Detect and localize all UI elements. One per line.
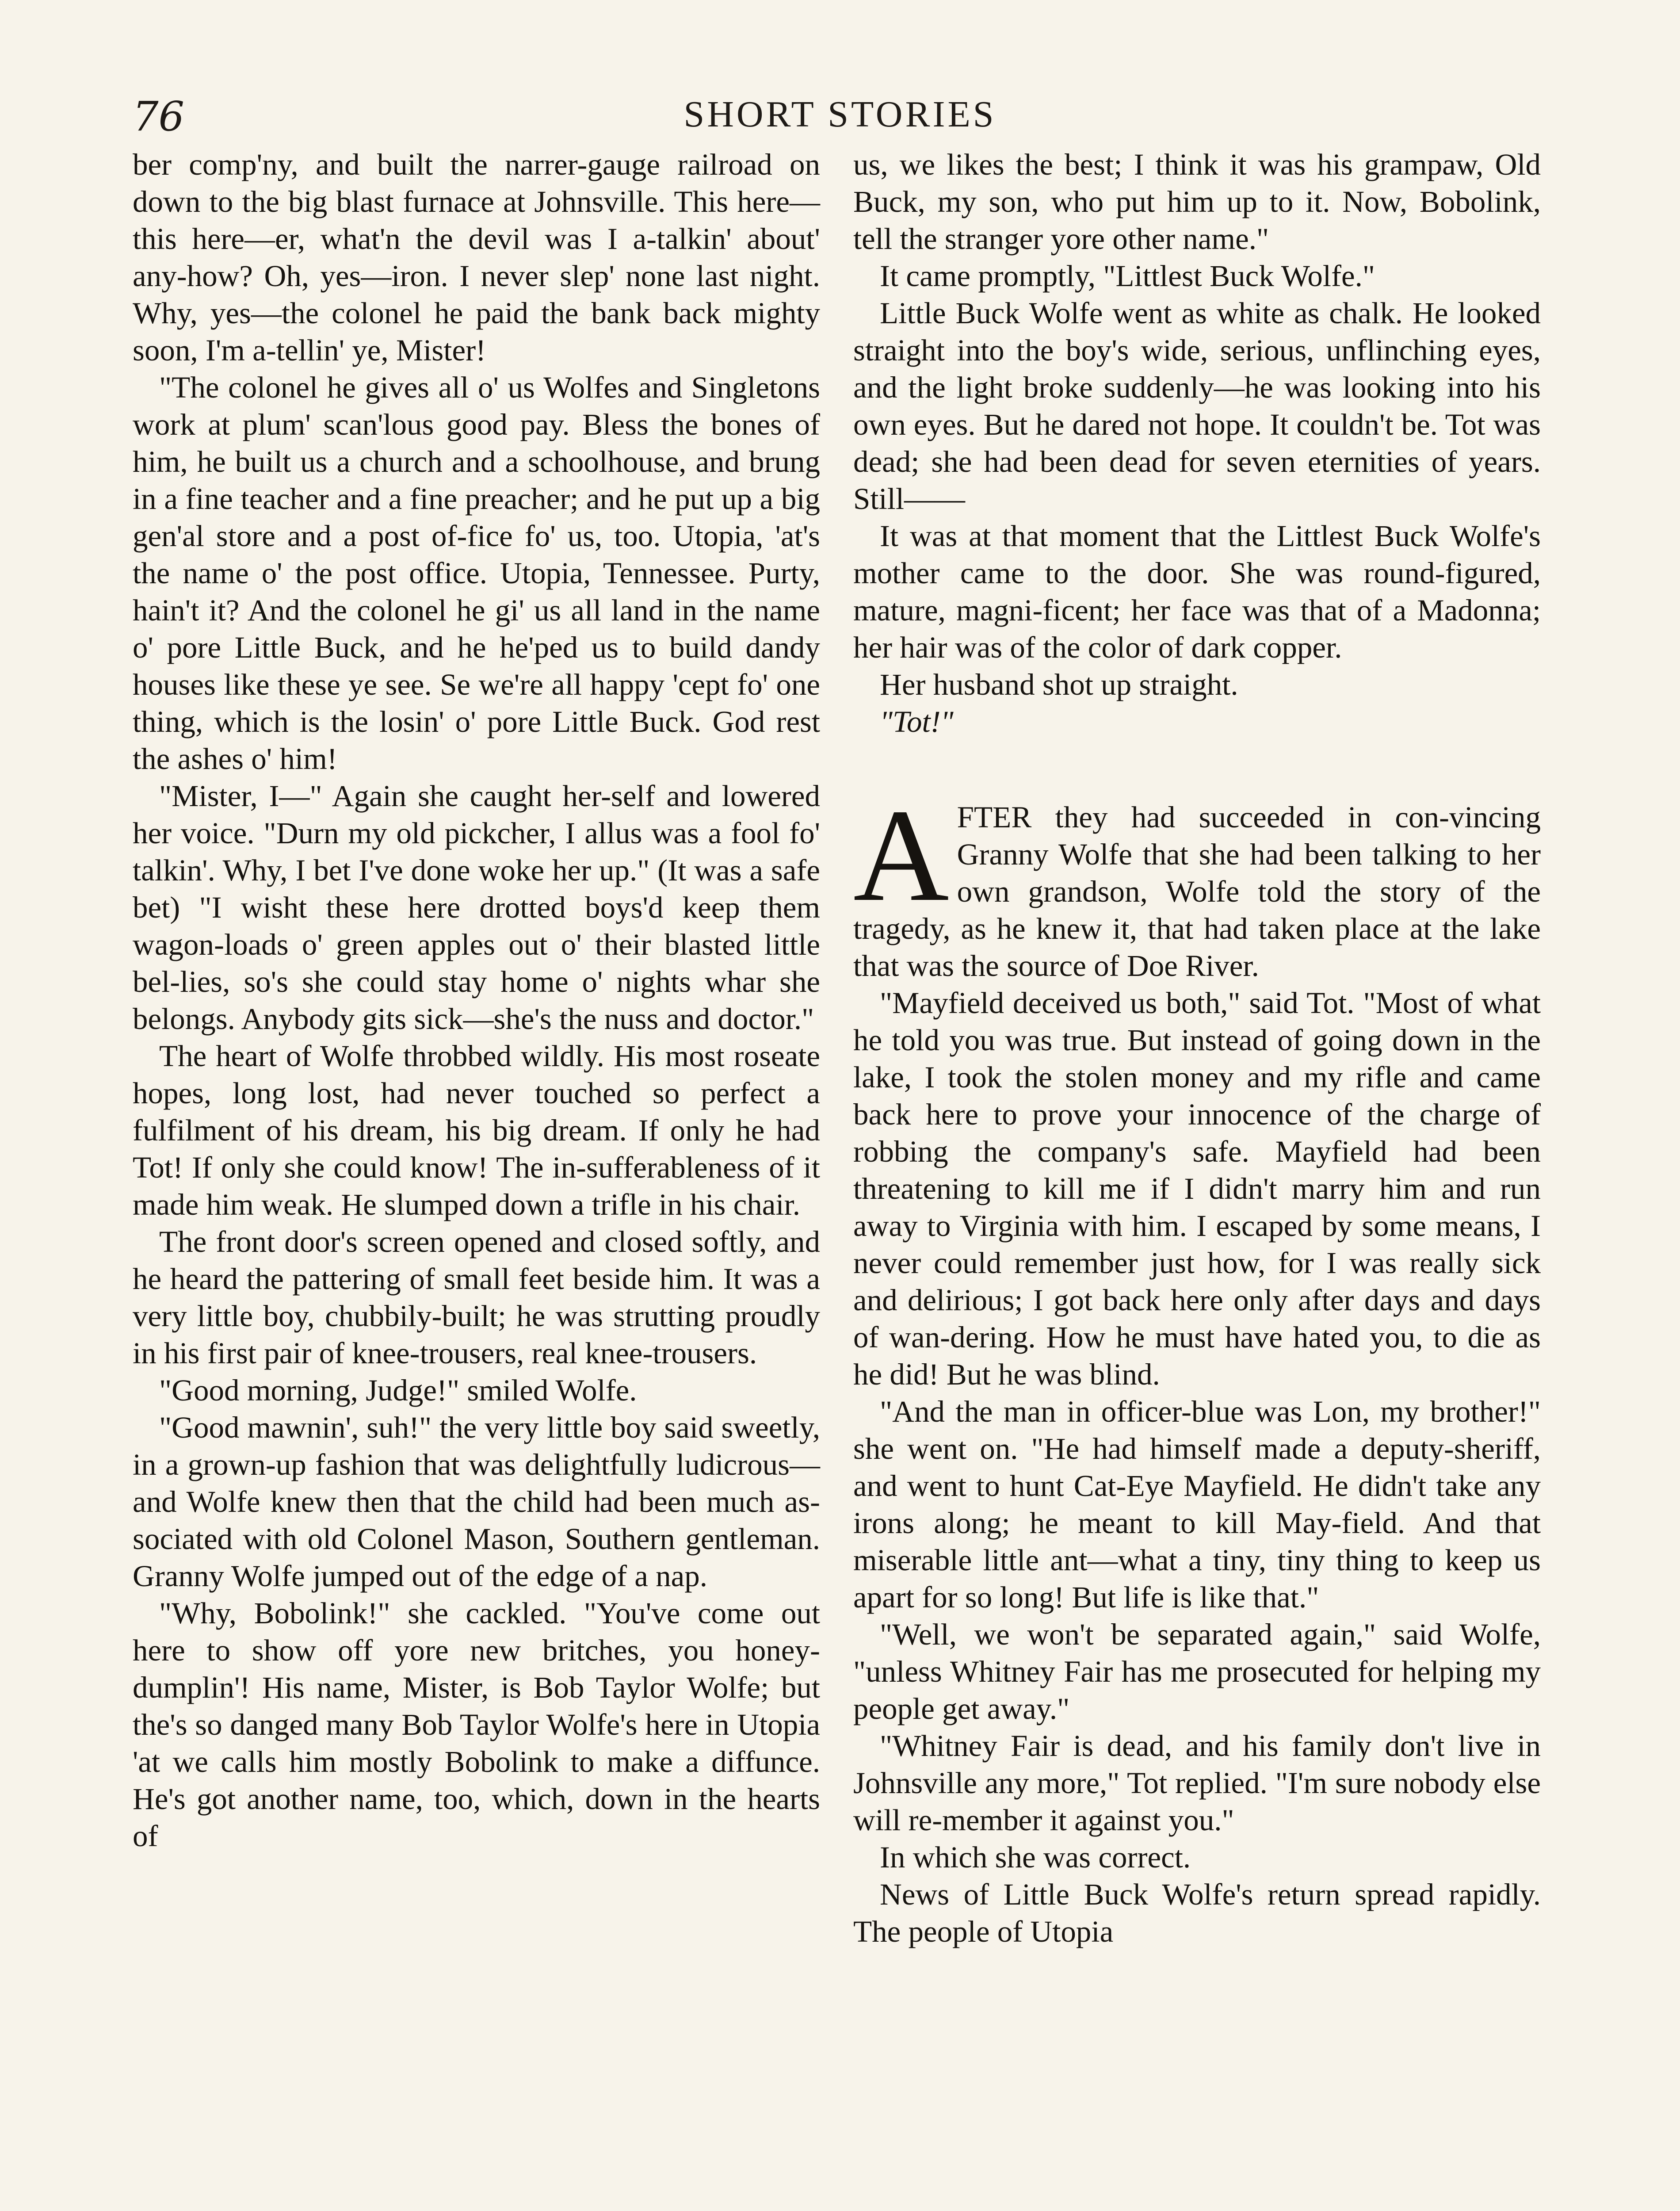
paragraph: ber comp'ny, and built the narrer-gauge railroad on down to the big blast furnace at Johnsville. This here—this here—er, what'n the devil was I a-talkin' about' any-how? Oh, yes—iron. I never slep' none last night. Why, yes—the colonel he paid the bank back mighty soon, I'm a-tellin' ye, Mister! (133, 148, 820, 367)
paragraph: "Well, we won't be separated again," said Wolfe, "unless Whitney Fair has me prosecuted for helping my people get away." (853, 1618, 1541, 1725)
running-header (133, 93, 1547, 142)
paragraph: In which she was correct. (880, 1840, 1191, 1874)
running-title: SHORT STORIES (683, 94, 997, 135)
paragraph: It was at that moment that the Littlest Buck Wolfe's mother came to the door. She was round-figured, mature, magni-ficent; her face was that of a Madonna; her hair was of the color of dark copper. (853, 519, 1541, 664)
section-opening-paragraph (853, 782, 1541, 984)
section-opening-text: FTER they had succeeded in con-vincing Granny Wolfe that she had been talking to her own grandson, Wolfe told the story of the tragedy, as he knew it, that had taken place at the lake that was the source of Doe River. (853, 800, 1541, 983)
paragraph: "And the man in officer-blue was Lon, my brother!" she went on. "He had himself made a deputy-sheriff, and went to hunt Cat-Eye Mayfield. He didn't take any irons along; he meant to kill May-field. And that miserable little ant—what a tiny, tiny thing to keep us apart for so long! But life is like that." (853, 1395, 1541, 1614)
paragraph: "Mayfield deceived us both," said Tot. "Most of what he told you was true. But instead of going down in the lake, I took the stolen money and my rifle and came back here to prove your innocence of the charge of robbing the company's safe. Mayfield had been threatening to kill me if I didn't marry him and run away to Virginia with him. I escaped by some means, I never could remember just how, for I was really sick and delirious; I got back here only after days and days of wan-dering. How he must have hated you, to die as he did! But he was blind. (853, 986, 1541, 1391)
paragraph: "Good morning, Judge!" smiled Wolfe. (159, 1373, 637, 1407)
paragraph: The heart of Wolfe throbbed wildly. His most roseate hopes, long lost, had never touched so perfect a fulfilment of his dream, his big dream. If only he had Tot! If only she could know! The in-sufferableness of it made him weak. He slumped down a trifle in his chair. (133, 1039, 820, 1221)
paragraph: "Tot!" (880, 705, 954, 738)
paragraph: us, we likes the best; I think it was his grampaw, Old Buck, my son, who put him up to it. Now, Bobolink, tell the stranger yore other name." (853, 148, 1541, 256)
paragraph: The front door's screen opened and closed softly, and he heard the pattering of small feet beside him. It was a very little boy, chubbily-built; he was strutting proudly in his first pair of knee-trousers, real knee-trousers. (133, 1225, 820, 1370)
paragraph: "The colonel he gives all o' us Wolfes and Singletons work at plum' scan'lous good pay. Bless the bones of him, he built us a church and a schoolhouse, and brung in a fine teacher and a fine preacher; and he put up a big gen'al store and a post of-fice fo' us, too. Utopia, 'at's the name o' the post office. Utopia, Tennessee. Purty, hain't it? And the colonel he gi' us all land in the name o' pore Little Buck, and he he'ped us to build dandy houses like these ye see. Se we're all happy 'cept fo' one thing, which is the losin' o' pore Little Buck. God rest the ashes o' him! (133, 371, 820, 776)
paragraph: It came promptly, "Littlest Buck Wolfe." (880, 259, 1375, 293)
paragraph: "Good mawnin', suh!" the very little boy said sweetly, in a grown-up fashion that was delightfully ludicrous—and Wolfe knew then that the child had been much as-sociated with old Colonel Mason, Southern gentleman. Granny Wolfe jumped out of the edge of a nap. (133, 1411, 820, 1593)
paragraph: "Whitney Fair is dead, and his family don't live in Johnsville any more," Tot replied. "I'm sure nobody else will re-member it against you." (853, 1729, 1541, 1837)
paragraph: "Why, Bobolink!" she cackled. "You've come out here to show off yore new britches, you honey-dumplin'! His name, Mister, is Bob Taylor Wolfe; but the's so danged many Bob Taylor Wolfe's here in Utopia 'at we calls him mostly Bobolink to make a diffunce. He's got another name, too, which, down in the hearts of (133, 1596, 820, 1853)
right-column (853, 146, 1541, 1950)
paragraph: Her husband shot up straight. (880, 668, 1238, 701)
page-number: 76 (133, 93, 185, 140)
paragraph: News of Little Buck Wolfe's return spread rapidly. The people of Utopia (853, 1878, 1541, 1948)
section-break (853, 740, 1541, 799)
paragraph: Little Buck Wolfe went as white as chalk. He looked straight into the boy's wide, serious, unflinching eyes, and the light broke suddenly—he was looking into his own eyes. But he dared not hope. It couldn't be. Tot was dead; she had been dead for seven eternities of years. Still—— (853, 296, 1541, 516)
drop-cap: A (853, 782, 949, 929)
paragraph: "Mister, I—" Again she caught her-self and lowered her voice. "Durn my old pickcher, I allus was a fool fo' talkin'. Why, I bet I've done woke her up." (It was a safe bet) "I wisht these here drotted boys'd keep them wagon-loads o' green apples out o' their blasted little bel-lies, so's she could stay home o' nights whar she belongs. Anybody gits sick—she's the nuss and doctor." (133, 779, 820, 1036)
left-column (133, 146, 820, 1855)
